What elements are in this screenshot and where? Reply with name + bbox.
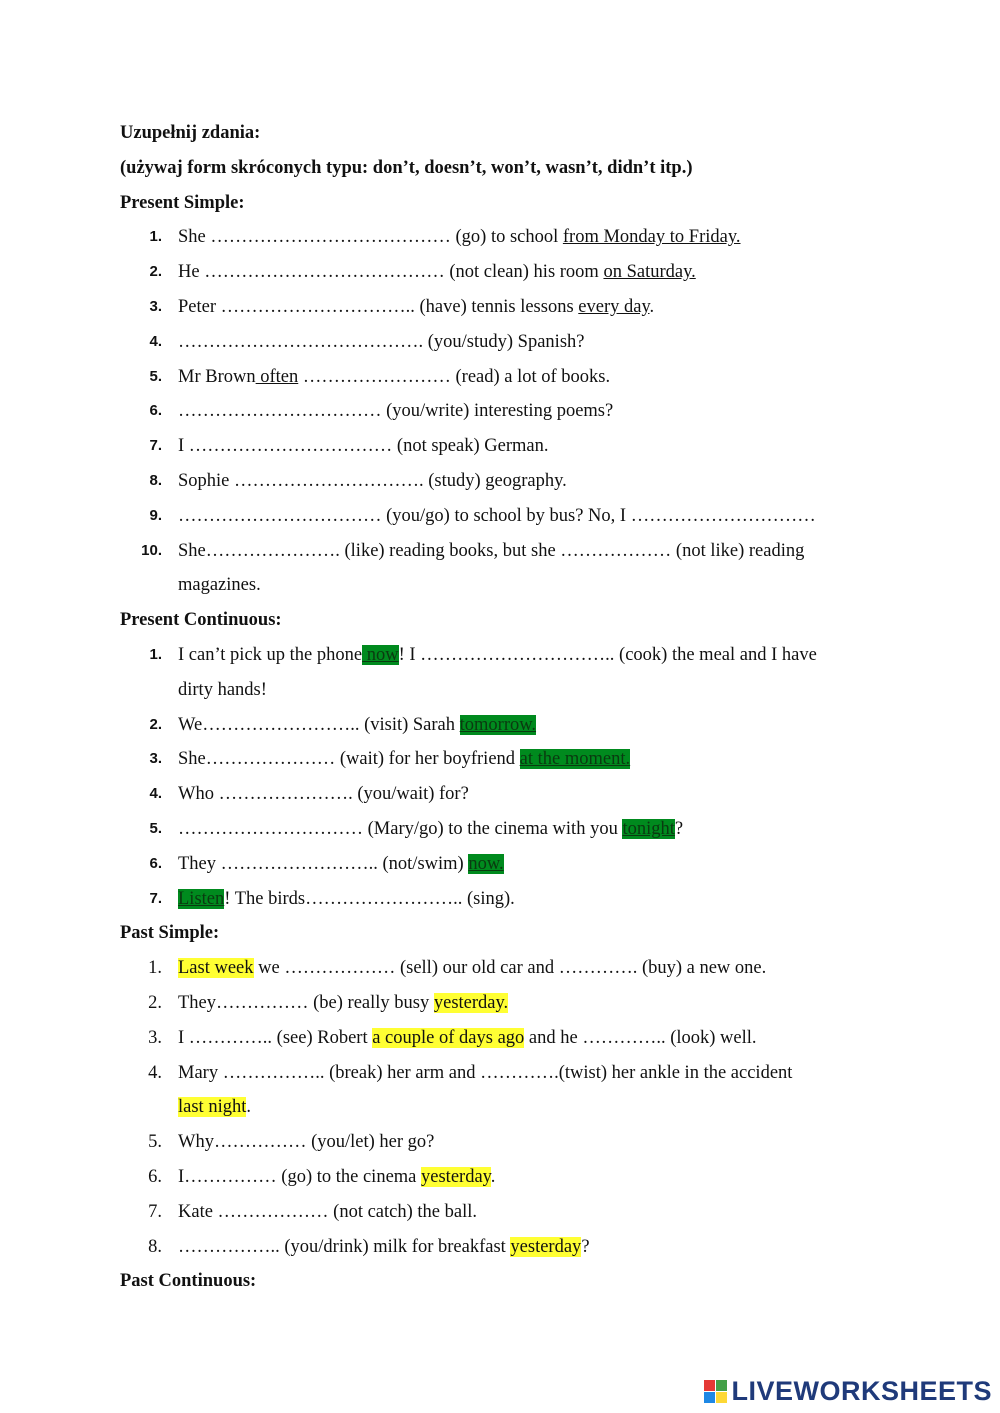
list-item [120, 1230, 900, 1265]
item-text-end: …………………… (read) a lot of books. [298, 366, 611, 387]
item-number: 1. [149, 645, 162, 663]
underlined-time-expression: on Saturday. [603, 262, 696, 283]
list-present-simple [120, 220, 900, 603]
item-number: 3. [149, 297, 162, 315]
logo-text: LIVEWORKSHEETS [731, 1376, 992, 1406]
highlighted-time-expression: Last week [178, 958, 254, 979]
item-text: …………………………… (you/go) to school by bus? No, I ………………………… [178, 505, 816, 526]
item-text: They…………… (be) really busy [178, 992, 434, 1013]
item-number: 6. [149, 402, 162, 420]
item-text: We…………………….. (visit) Sarah [178, 714, 460, 735]
item-text: Kate ……………… (not catch) the ball. [178, 1201, 477, 1222]
list-item [120, 1195, 900, 1230]
item-text: ………………………… (Mary/go) to the cinema with you [178, 818, 623, 839]
item-text-end: ! The birds…………………….. (sing). [224, 888, 515, 909]
item-number: 6. [148, 1166, 162, 1187]
item-text: …………………………………. (you/study) Spanish? [178, 331, 585, 352]
item-text: She ………………………………… (go) to school [178, 227, 563, 248]
item-text-end: we ……………… (sell) our old car and …………. (buy) a new one. [253, 958, 767, 979]
item-text: I …………………………… (not speak) German. [178, 436, 549, 457]
list-item [120, 708, 900, 743]
item-text-continued: magazines. [178, 575, 261, 596]
item-text: Mary …………….. (break) her arm and ………….(twist) her ankle in the accident [178, 1062, 793, 1083]
item-number: 4. [149, 332, 162, 350]
item-number: 7. [149, 437, 162, 455]
item-text: Who …………………. (you/wait) for? [178, 784, 469, 805]
item-text: Sophie …………………………. (study) geography. [178, 470, 567, 491]
highlighted-time-expression: yesterday [510, 1236, 582, 1257]
list-item [120, 499, 900, 534]
item-number: 2. [148, 992, 162, 1013]
list-past-simple [120, 951, 900, 1264]
item-number: 3. [149, 750, 162, 768]
liveworksheets-logo-icon [704, 1380, 727, 1403]
list-item [120, 220, 900, 255]
list-item [120, 1125, 900, 1160]
item-text-end: . [490, 1166, 496, 1187]
highlighted-time-expression: yesterday [421, 1166, 491, 1187]
item-number: 5. [149, 819, 162, 837]
item-text: Why…………… (you/let) her go? [178, 1132, 435, 1153]
highlighted-time-expression: now. [468, 853, 504, 874]
item-text-continued: dirty hands! [178, 679, 267, 700]
list-item [120, 882, 900, 917]
item-number: 8. [149, 471, 162, 489]
underlined-time-expression: often [255, 366, 299, 387]
item-text: I can’t pick up the phone [178, 644, 363, 665]
item-number: 5. [149, 367, 162, 385]
item-text-end: . [649, 296, 655, 317]
item-text-end: ? [674, 818, 684, 839]
item-text: Peter ………………………….. (have) tennis lessons [178, 296, 579, 317]
highlighted-time-expression: Listen [178, 888, 225, 909]
logo-square-green [716, 1380, 727, 1391]
item-text: They …………………….. (not/swim) [178, 853, 469, 874]
item-number: 10. [141, 541, 162, 559]
item-text: …………………………… (you/write) interesting poems? [178, 401, 614, 422]
list-item [120, 986, 900, 1021]
item-text-end: ? [581, 1236, 590, 1257]
list-item [120, 812, 900, 847]
highlighted-time-expression: a couple of days ago [372, 1027, 525, 1048]
list-item [120, 638, 900, 708]
item-number: 1. [149, 228, 162, 246]
logo-square-red [704, 1380, 715, 1391]
highlighted-time-expression: tonight [622, 818, 675, 839]
list-item [120, 1160, 900, 1195]
highlighted-time-expression: last night [178, 1097, 247, 1118]
liveworksheets-logo [704, 1376, 992, 1407]
item-number: 5. [148, 1132, 162, 1153]
section-heading-present-continuous: Present Continuous: [120, 610, 282, 631]
list-item [120, 742, 900, 777]
list-item [120, 394, 900, 429]
item-text: She………………… (wait) for her boyfriend [178, 749, 520, 770]
item-text-end: . [246, 1097, 251, 1118]
list-item [120, 255, 900, 290]
list-item [120, 325, 900, 360]
item-number: 9. [149, 506, 162, 524]
instruction-text: (używaj form skróconych typu: don’t, doesn’t, won’t, wasn’t, didn’t itp.) [120, 157, 693, 178]
item-number: 7. [149, 889, 162, 907]
item-text-continued [178, 1090, 900, 1125]
section-heading-present-simple: Present Simple: [120, 192, 245, 213]
list-present-continuous [120, 638, 900, 916]
item-text: …………….. (you/drink) milk for breakfast [178, 1236, 511, 1257]
worksheet-title: Uzupełnij zdania: [120, 123, 261, 143]
list-item [120, 464, 900, 499]
item-number: 2. [149, 715, 162, 733]
list-item [120, 847, 900, 882]
list-item [120, 360, 900, 395]
list-item [120, 429, 900, 464]
list-item [120, 534, 900, 604]
highlighted-time-expression: at the moment. [519, 749, 631, 770]
item-text: I…………… (go) to the cinema [178, 1166, 422, 1187]
item-number: 4. [149, 785, 162, 803]
item-text: I ………….. (see) Robert [178, 1027, 373, 1048]
item-text-end: ! I ………………………….. (cook) the meal and I have [398, 644, 817, 665]
list-item [120, 1056, 900, 1126]
item-text: She…………………. (like) reading books, but she ……………… (not like) reading [178, 540, 805, 561]
item-number: 6. [149, 854, 162, 872]
logo-square-yellow [716, 1392, 727, 1403]
item-text-end: and he ………….. (look) well. [524, 1027, 757, 1048]
list-item [120, 951, 900, 986]
underlined-time-expression: from Monday to Friday. [562, 227, 741, 248]
underlined-time-expression: every day [578, 296, 650, 317]
item-number: 1. [148, 958, 162, 979]
item-number: 7. [148, 1201, 162, 1222]
worksheet-content [120, 116, 900, 1299]
highlighted-time-expression: tomorrow. [459, 714, 537, 735]
logo-square-blue [704, 1392, 715, 1403]
list-item [120, 1021, 900, 1056]
section-heading-past-continuous: Past Continuous: [120, 1271, 257, 1292]
item-number: 2. [149, 263, 162, 281]
highlighted-time-expression: now [362, 644, 399, 665]
item-number: 8. [148, 1236, 162, 1257]
highlighted-time-expression: yesterday. [433, 992, 509, 1013]
item-number: 4. [148, 1062, 162, 1083]
item-text: He ………………………………… (not clean) his room [178, 262, 604, 283]
item-number: 3. [148, 1027, 162, 1048]
section-heading-past-simple: Past Simple: [120, 923, 220, 944]
item-text: Mr Brown [178, 366, 256, 387]
list-item [120, 777, 900, 812]
list-item [120, 290, 900, 325]
